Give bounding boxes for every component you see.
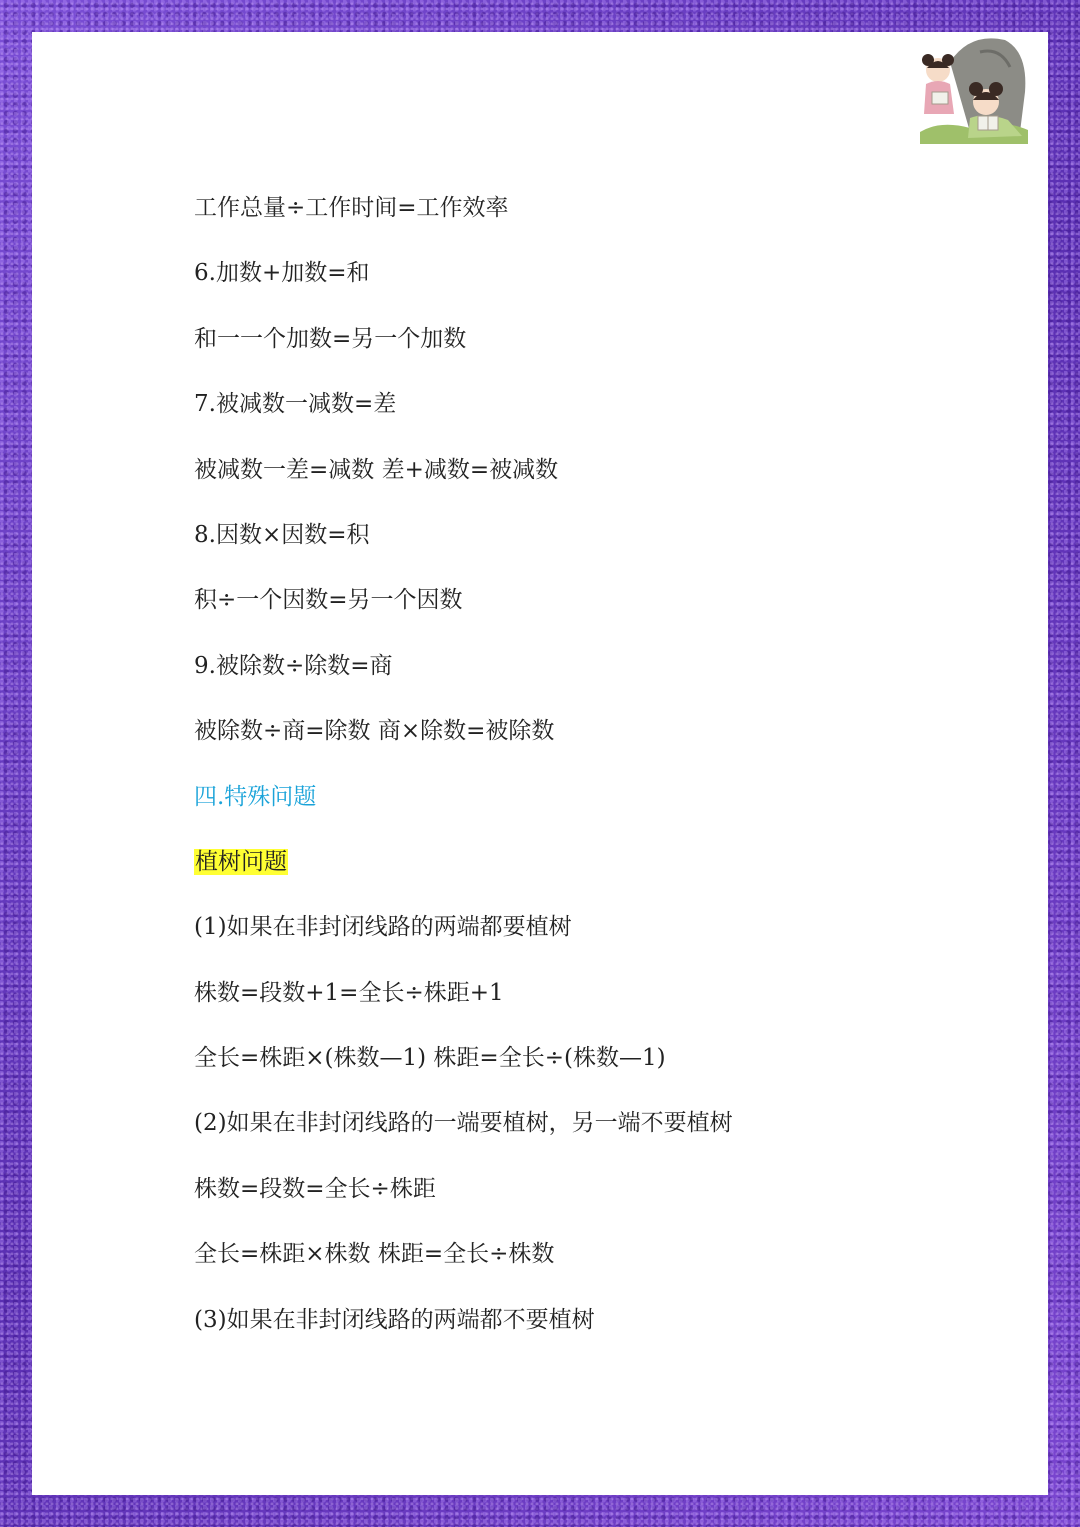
tree-problem-line: 全长=株距×(株数—1) 株距=全长÷(株数—1) [194,1045,666,1072]
formula-content [194,188,994,1365]
tree-problem-line: (2)如果在非封闭线路的一端要植树，另一端不要植树 [194,1110,733,1137]
formula-line: 积÷一个因数=另一个因数 [194,587,463,614]
formula-line: 9.被除数÷除数=商 [194,652,393,679]
highlighted-sub-heading: 植树问题 [195,848,287,875]
formula-line: 和一一个加数=另一个加数 [194,325,467,352]
formula-line: 被除数÷商=除数 商×除数=被除数 [194,718,555,745]
children-reading-icon [910,32,1030,154]
formula-line: 6.加数+加数=和 [194,260,370,287]
tree-problem-line: 株数=段数+1=全长÷株距+1 [194,979,504,1006]
formula-line: 被减数一差=减数 差+减数=被减数 [194,456,559,483]
formula-line: 8.因数×因数=积 [194,521,370,548]
sub-heading-row [194,842,994,907]
section-heading: 四.特殊问题 [194,783,317,810]
tree-problem-line: (1)如果在非封闭线路的两端都要植树 [194,914,572,941]
tree-problem-line: 株数=段数=全长÷株距 [194,1175,436,1202]
tree-problem-line: 全长=株距×株数 株距=全长÷株数 [194,1241,555,1268]
formula-line: 7.被减数一减数=差 [194,391,397,418]
tree-problem-line: (3)如果在非封闭线路的两端都不要植树 [194,1306,595,1333]
formula-line: 工作总量÷工作时间=工作效率 [194,195,509,221]
document-page [32,32,1048,1495]
